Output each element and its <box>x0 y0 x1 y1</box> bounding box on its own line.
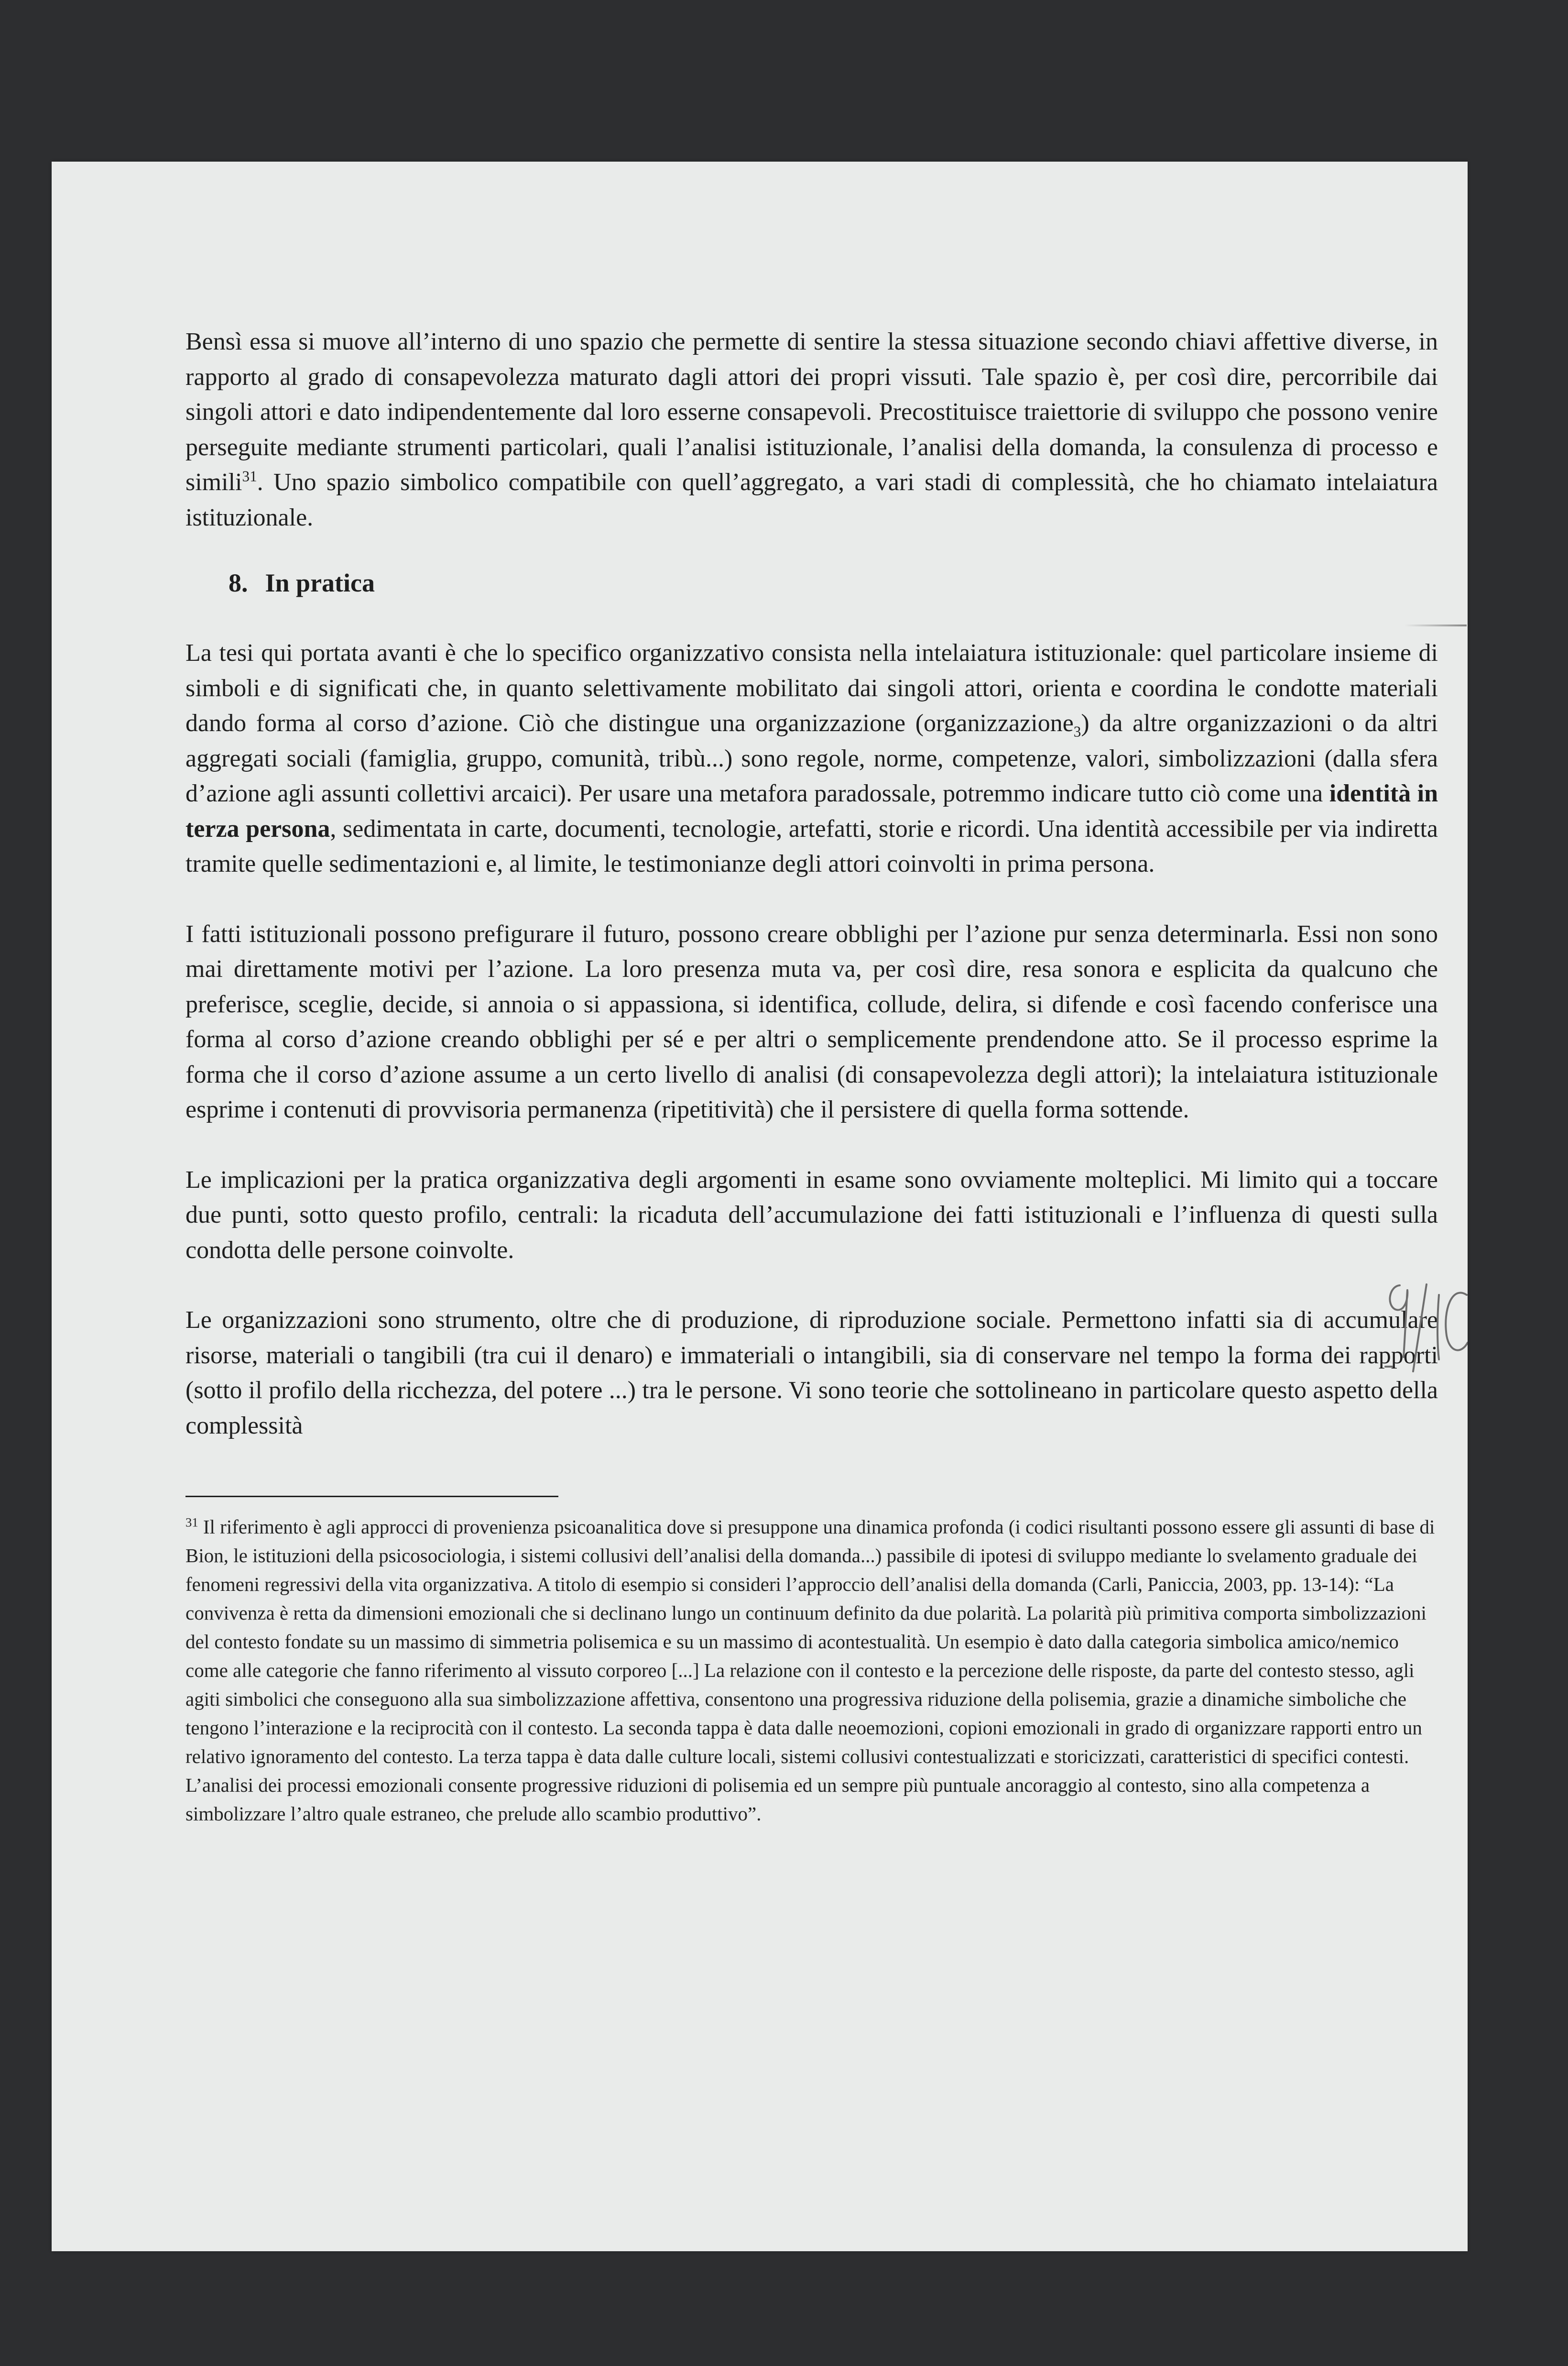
handwritten-grade <box>1381 1276 1468 1388</box>
document-page <box>52 162 1468 2251</box>
paragraph-implications: Le implicazioni per la pratica organizzativa degli argomenti in esame sono ovviamente molteplici. Mi limito qui a toccare due punti, sotto questo profilo, centrali: la ricaduta dell’accumulazione dei fatti istituzionali e l’influenza di questi sulla condotta delle persone coinvolte. <box>185 1166 1438 1264</box>
section-heading <box>185 566 1438 601</box>
page-content <box>185 324 1438 1828</box>
footnote-number: 31 <box>185 1515 198 1530</box>
pencil-mark <box>1405 624 1467 626</box>
footnote <box>185 1512 1438 1828</box>
footnote-text: Il riferimento è agli approcci di provenienza psicoanalitica dove si presuppone una dinamica profonda (i codici risultanti possono essere gli assunti di base di Bion, le istituzioni della psicosociologia, i sistemi collusivi dell’analisi della domanda...) passibile di ipotesi di sviluppo mediante lo svelamento graduale dei fenomeni regressivi della vita organizzativa. A titolo di esempio si consideri l’approccio dell’analisi della domanda (Carli, Paniccia, 2003, pp. 13-14): “La convivenza è retta da dimensioni emozionali che si declinano lungo un continuum definito da due polarità. La polarità più primitiva comporta simbolizzazioni del contesto fondate su un massimo di simmetria polisemica e su un massimo di acontestualità. Un esempio è dato dalla categoria simbolica amico/nemico come alle categorie che fanno riferimento al vissuto corporeo [...] La relazione con il contesto e la percezione delle risposte, da parte del contesto stesso, agli agiti simbolici che conseguono alla sua simbolizzazione affettiva, consentono una progressiva riduzione della polisemia, grazie a dinamiche simboliche che tengono l’interazione e la reciprocità con il contesto. La seconda tappa è data dalle neoemozioni, copioni emozionali in grado di organizzare rapporti entro un relativo ignoramento del contesto. La terza tappa è data dalle culture locali, sistemi collusivi contestualizzati e storicizzati, caratteristici di specifici contesti. L’analisi dei processi emozionali consente progressive riduzioni di polisemia ed un sempre più puntuale ancoraggio al contesto, sino alla competenza a simbolizzare l’altro quale estraneo, che prelude allo scambio produttivo”. <box>185 1516 1435 1825</box>
section-title: In pratica <box>265 569 375 597</box>
paragraph-institutional-facts: I fatti istituzionali possono prefigurare il futuro, possono creare obblighi per l’azione pur senza determinarla. Essi non sono mai direttamente motivi per l’azione. La loro presenza muta va, per così dire, resa sonora e esplicita da qualcuno che preferisce, sceglie, decide, si annoia o si appassiona, si identifica, collude, delira, si difende e così facendo conferisce una forma al corso d’azione creando obblighi per sé e per altri o semplicemente prendendone atto. Se il processo esprime la forma che il corso d’azione assume a un certo livello di analisi (di consapevolezza degli attori); la intelaiatura istituzionale esprime i contenuti di provvisoria permanenza (ripetitività) che il persistere di quella forma sottende. <box>185 920 1438 1123</box>
subscript-index: 3 <box>1073 723 1081 740</box>
paragraph-organizations: Le organizzazioni sono strumento, oltre che di produzione, di riproduzione sociale. Permettono infatti sia di accumulare risorse, materiali o tangibili (tra cui il denaro) e immateriali o intangibili, sia di conservare nel tempo la forma dei rapporti (sotto il profilo della ricchezza, del potere ...) tra le persone. Vi sono teorie che sottolineano in particolare questo aspetto della complessità <box>185 1306 1438 1439</box>
handwritten-grade-drawing <box>1381 1276 1468 1386</box>
paragraph-intro: Bensì essa si muove all’interno di uno spazio che permette di sentire la stessa situazione secondo chiavi affettive diverse, in rapporto al grado di consapevolezza maturato dagli attori dei propri vissuti. Tale spazio è, per così dire, percorribile dai singoli attori e dato indipendentemente dal loro esserne consapevoli. Precostituisce traiettorie di sviluppo che possono venire perseguite mediante strumenti particolari, quali l’analisi istituzionale, l’analisi della domanda, la consulenza di processo e simili$^{31}$. Uno spazio simbolico compatibile con quell’aggregato, a vari stadi di complessità, che ho chiamato intelaiatura istituzionale. <box>185 328 1438 531</box>
footnote-separator <box>185 1496 558 1497</box>
paragraph-thesis: La tesi qui portata avanti è che lo specifico organizzativo consista nella intelaiatura istituzionale: quel particolare insieme di simboli e di significati che, in quanto selettivamente mobilitato dai singoli attori, orienta e coordina le condotte materiali dando forma al corso d’azione. Ciò che distingue una organizzazione (organizzazione$_3$) da altre organizzazioni o da altri aggregati sociali (famiglia, gruppo, comunità, tribù...) sono regole, norme, competenze, valori, simbolizzazioni (dalla sfera d’azione agli assunti collettivi arcaici). Per usare una metafora paradossale, potremmo indicare tutto ciò come una identità in terza persona, sedimentata in carte, documenti, tecnologie, artefatti, storie e ricordi. Una identità accessibile per via indiretta tramite quelle sedimentazioni e, al limite, le testimonianze degli attori coinvolti in prima persona. <box>185 639 1438 877</box>
section-number: 8. <box>229 569 248 597</box>
footnote-reference: 31 <box>242 468 257 485</box>
bold-term: identità in terza persona <box>185 780 1438 843</box>
